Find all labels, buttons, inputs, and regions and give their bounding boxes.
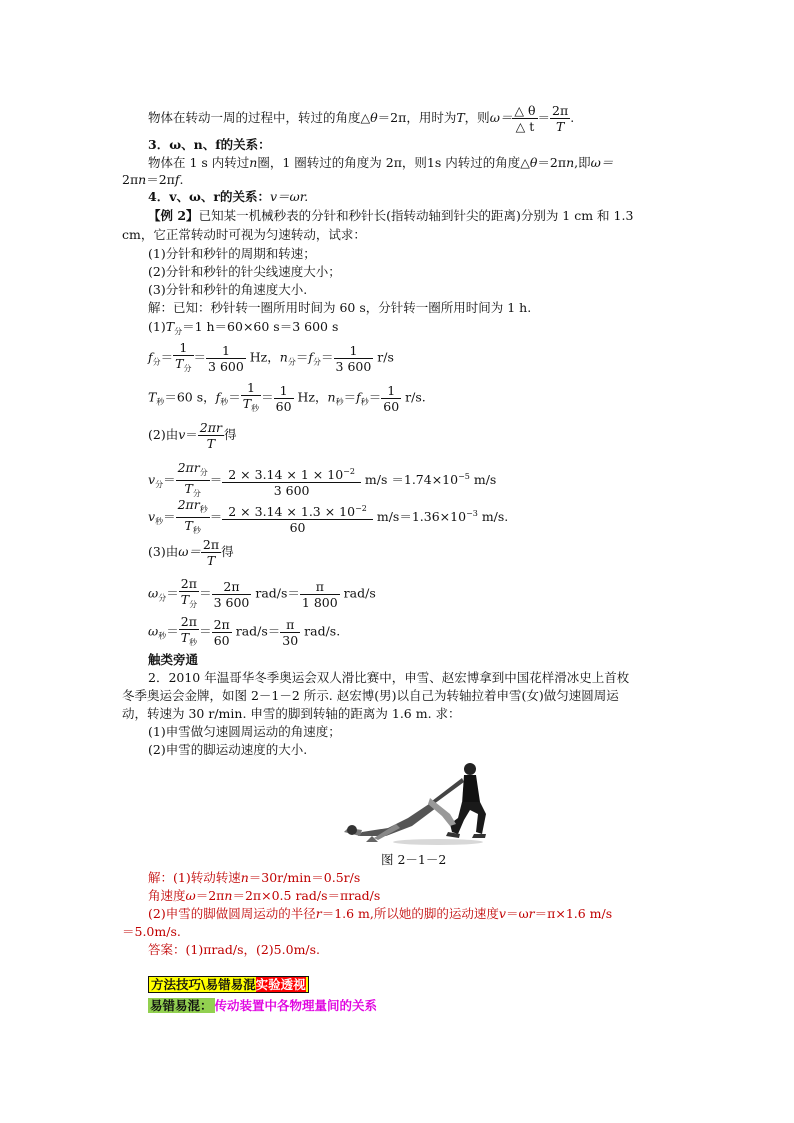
problem-2-line3: 动，转速为 30 r/min. 申雪的脚到转轴的距离为 1.6 m. 求： <box>122 706 461 721</box>
method-tabs: 方法技巧\易错易混实验透视 <box>148 977 309 993</box>
question-2: (2)分针和秒针的针尖线速度大小； <box>148 264 341 279</box>
solution-T-second: $T_秒=60$ s，$f_秒=$ 1 $T_秒$ ＝ $\frac{1}{60}$ Hz，$n_秒=f_秒=$ $\frac{1}{60}$ r/s. <box>148 380 426 414</box>
tab-common-errors[interactable]: 易错易混 <box>205 977 256 992</box>
solution-v-minute: $v_分=$ $2\pi r_分$ $T_分$ ＝ $\frac{2 \times 3.14 \times 1 \times 10^{-2}}{3 600}$ $m/s =1.74\times 10^{-5}$ m/s <box>148 460 497 498</box>
heading-v-omega-r: 4．v、ω、r的关系：v＝ωr. <box>148 189 309 204</box>
answer-line3: (2)申雪的脚做圆周运动的半径r＝1.6 m,所以她的脚的运动速度v＝ωr＝π×1.6 m/s <box>148 906 613 921</box>
fraction-2pi-T: $\frac{2\pi}{T}$ <box>552 103 569 134</box>
problem-2-q1: (1)申雪做匀速圆周运动的角速度； <box>148 724 341 739</box>
common-errors-heading: 易错易混： 传动装置中各物理量间的关系 <box>150 998 378 1013</box>
question-1: (1)分针和秒针的周期和转速； <box>148 246 316 261</box>
tab-experiment[interactable]: 实验透视 <box>255 977 306 992</box>
figure-pair-skating <box>338 758 496 850</box>
solution-f-minute: $f_分=$ 1 $T_分$ ＝ $\frac{1}{3 600}$ Hz，$n_分=f_分=$ $\frac{1}{3 600}$ r/s <box>148 340 394 374</box>
problem-2-line1: 2．2010 年温哥华冬季奥运会双人滑比赛中，申雪、赵宏博拿到中国花样滑冰史上首枚 <box>148 670 630 685</box>
fraction-dtheta-dt: $\frac{\triangle \theta}{\triangle t}$ <box>514 103 536 134</box>
answer-final: 答案：(1)πrad/s，(2)5.0m/s. <box>148 942 321 957</box>
solution-v-formula: (2)由v＝ $\frac{2\pi r}{T}$ 得 <box>148 420 237 451</box>
problem-2-line2: 冬季奥运会金牌，如图 2－1－2 所示. 赵宏博(男)以自己为转轴拉着申雪(女)做匀速圆周运 <box>122 688 619 703</box>
figure-caption: 图 2－1－2 <box>381 852 447 867</box>
solution-omega-second: $\omega_秒=$ 2π $T_秒$ ＝ $\frac{2\pi}{60}$ rad/s＝ $\frac{\pi}{30}$ rad/s. <box>148 614 341 648</box>
solution-omega-formula: (3)由ω＝ $\frac{2\pi}{T}$ 得 <box>148 537 234 568</box>
example-2-line1: 【例 2】已知某一机械秒表的分针和秒针长(指转动轴到针尖的距离)分别为 1 cm 和 1.3 <box>148 208 634 223</box>
answer-line4: ＝5.0m/s. <box>122 924 181 939</box>
answer-line1: 解：(1)转动转速n＝30r/min＝0.5r/s <box>148 870 361 885</box>
text-line-angle: 物体在转动一周的过程中，转过的角度△θ＝2π，用时为T，则ω＝ $\frac{\triangle \theta}{\triangle t}$ ＝ $\frac{2\pi}{T}$ . <box>148 103 575 134</box>
solution-T-minute: $(1)T_分=1$ h＝60×60 s＝3 600 s <box>148 319 339 336</box>
example-2-line2: cm，它正常转动时可视为匀速转动，试求： <box>122 227 366 242</box>
question-3: (3)分针和秒针的角速度大小. <box>148 282 308 297</box>
solution-intro: 解：已知：秒针转一圈所用时间为 60 s，分针转一圈所用时间为 1 h. <box>148 300 532 315</box>
text-line-2pi-n: 2πn＝2πf. <box>122 172 184 187</box>
tab-method-skills[interactable]: 方法技巧 <box>151 977 202 992</box>
solution-v-second: $v_秒=$ $2\pi r_秒$ $T_秒$ ＝ $\frac{2 \times 3.14 \times 1.3 \times 10^{-2}}{60}$ $m/s=1.36\times 10^{-3}$ m/s. <box>148 497 509 535</box>
heading-omega-n-f: 3．ω、n、f的关系： <box>148 137 271 152</box>
text-line-omega-n: 物体在 1 s 内转过n圈，1 圈转过的角度为 2π，则1s 内转过的角度△θ＝2πn,即ω＝ <box>148 155 614 170</box>
answer-line2: 角速度ω＝2πn＝2π×0.5 rad/s＝πrad/s <box>148 888 381 903</box>
solution-omega-minute: $\omega_分=$ 2π $T_分$ ＝ $\frac{2\pi}{3 600}$ rad/s＝ $\frac{\pi}{1 800}$ rad/s <box>148 576 376 610</box>
problem-2-q2: (2)申雪的脚运动速度的大小. <box>148 742 308 757</box>
section-title-practice: 触类旁通 <box>148 652 199 667</box>
